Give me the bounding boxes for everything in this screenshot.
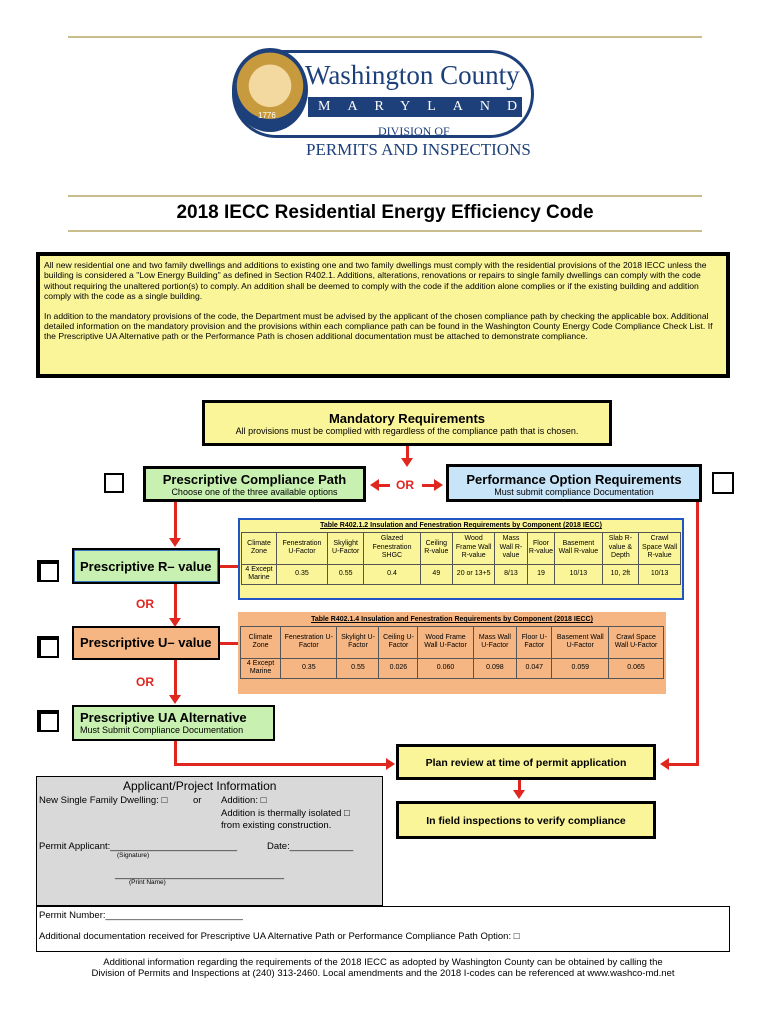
table-r-header: Climate Zone bbox=[242, 532, 277, 564]
prescriptive-flow-line-3 bbox=[174, 660, 177, 696]
r-value-title: Prescriptive R– value bbox=[80, 559, 212, 574]
thermally-isolated-label: from existing construction. bbox=[221, 820, 332, 831]
table-u-cell: 0.059 bbox=[552, 658, 609, 678]
u-value-to-table-line bbox=[220, 642, 238, 645]
ua-alternative-box bbox=[72, 705, 275, 741]
mandatory-title: Mandatory Requirements bbox=[328, 411, 486, 426]
permit-applicant-field[interactable]: Permit Applicant:________________________ bbox=[39, 841, 238, 852]
table-u-header: Skylight U-Factor bbox=[337, 626, 379, 658]
u-value-title: Prescriptive U– value bbox=[80, 635, 212, 650]
additional-doc-checkbox[interactable]: Additional documentation received for Prescriptive UA Alternative Path or Performance Compliance Path Option: □ bbox=[39, 931, 520, 942]
table-u-header: Crawl Space Wall U-Factor bbox=[609, 626, 664, 658]
table-r-cell: 49 bbox=[420, 564, 452, 584]
table-r402-1-2 bbox=[241, 521, 681, 585]
table-r-cell: 10/13 bbox=[639, 564, 681, 584]
table-u-cell: 0.026 bbox=[379, 658, 418, 678]
performance-title: Performance Option Requirements bbox=[466, 472, 682, 487]
applicant-info-panel bbox=[36, 776, 383, 906]
table-r-cell: 20 or 13+5 bbox=[453, 564, 495, 584]
ua-alternative-checkbox[interactable] bbox=[37, 710, 59, 732]
intro-paragraph-2: In addition to the mandatory provisions of the code, the Department must be advised by the applicant of the chosen compliance path by checking the applicable box. Additional detailed information on the mandatory provision and the provisions within each compliance path can be found in the Washington County Energy Code Compliance Check List. If the Prescriptive UA Alternative path or the Performance Path is chosen additional documentation must be attached to demonstrate compliance. bbox=[44, 310, 713, 342]
table-u-header: Floor U-Factor bbox=[517, 626, 552, 658]
r-value-to-table-line bbox=[220, 565, 238, 568]
seal-year: 1776 bbox=[258, 111, 276, 120]
table-r-cell: 0.35 bbox=[277, 564, 328, 584]
thermally-isolated-checkbox[interactable]: Addition is thermally isolated □ bbox=[221, 808, 350, 819]
table-u-cell: 0.065 bbox=[609, 658, 664, 678]
page-title: 2018 IECC Residential Energy Efficiency Code bbox=[176, 202, 594, 223]
notes-line-1: Additional information regarding the requirements of the 2018 IECC as adopted by Washington County can be obtained by calling the bbox=[103, 957, 663, 968]
arrow-head-down bbox=[401, 458, 413, 467]
table-r-header: Ceiling R-value bbox=[420, 532, 452, 564]
plan-review-box bbox=[396, 744, 656, 780]
contact-notes bbox=[36, 957, 730, 979]
table-r-header: Mass Wall R-value bbox=[495, 532, 527, 564]
arrow-to-field-inspections bbox=[513, 790, 525, 799]
intro-paragraph-1: All new residential one and two family dwellings and additions to existing one and two family dwellings must comply with the residential provisions of the 2018 IECC unless the building is considered a "Low Energy Building" as defined in Section R402.1. Additions, alterations, renovations or repairs to single family dwellings can comply with the code without requiring the unaltered portion(s) to comply. An addition shall be deemed to comply with the code if the addition alone complies or if the existing building and addition comply with the code as a single building. bbox=[44, 260, 707, 302]
prescriptive-path-box bbox=[143, 466, 366, 502]
arrow-to-r-value bbox=[169, 538, 181, 547]
performance-down-line bbox=[696, 502, 699, 766]
title-rule-top bbox=[68, 195, 702, 197]
u-value-checkbox[interactable] bbox=[37, 636, 59, 658]
table-r402-1-4 bbox=[240, 615, 664, 679]
department-label: PERMITS AND INSPECTIONS bbox=[306, 140, 531, 159]
field-inspections-box bbox=[396, 801, 656, 839]
permit-number-field[interactable]: Permit Number:__________________________ bbox=[39, 910, 243, 921]
prescriptive-path-checkbox[interactable] bbox=[104, 473, 124, 493]
table-u-caption: Table R402.1.4 Insulation and Fenestration Requirements by Component (2018 IECC) bbox=[311, 616, 593, 623]
table-u-header: Mass Wall U-Factor bbox=[473, 626, 516, 658]
table-r-header: Floor R-value bbox=[527, 532, 555, 564]
ua-alternative-subtitle: Must Submit Compliance Documentation bbox=[80, 725, 244, 735]
prescriptive-path-subtitle: Choose one of the three available options bbox=[171, 487, 338, 497]
permit-footer-box bbox=[36, 906, 730, 952]
mandatory-requirements-box bbox=[202, 400, 612, 446]
table-u-cell: 0.047 bbox=[517, 658, 552, 678]
intro-box bbox=[36, 252, 730, 378]
new-dwelling-checkbox[interactable]: New Single Family Dwelling: □ bbox=[39, 795, 168, 806]
performance-option-box bbox=[446, 464, 702, 502]
table-u-header: Fenestration U-Factor bbox=[281, 626, 337, 658]
table-r-header: Wood Frame Wall R-value bbox=[453, 532, 495, 564]
table-u-header: Ceiling U-Factor bbox=[379, 626, 418, 658]
table-u-header: Wood Frame Wall U-Factor bbox=[418, 626, 473, 658]
u-value-box bbox=[72, 626, 220, 660]
mandatory-subtitle: All provisions must be complied with regardless of the compliance path that is chosen. bbox=[235, 426, 579, 436]
performance-option-checkbox[interactable] bbox=[712, 472, 734, 494]
table-r-header: Glazed Fenestration SHGC bbox=[364, 532, 420, 564]
or-label-2: OR bbox=[136, 675, 154, 689]
table-r-cell: 0.4 bbox=[364, 564, 420, 584]
plan-to-field-line bbox=[518, 780, 521, 790]
table-u-cell: 0.55 bbox=[337, 658, 379, 678]
arrow-mandatory-down bbox=[406, 446, 409, 458]
table-u-header: Climate Zone bbox=[241, 626, 281, 658]
prescriptive-flow-line-2 bbox=[174, 584, 177, 620]
ua-alternative-title: Prescriptive UA Alternative bbox=[80, 710, 247, 725]
state-band: MARYLAND bbox=[308, 97, 522, 117]
arrow-to-plan-review-right bbox=[660, 758, 669, 770]
top-rule bbox=[68, 36, 702, 38]
table-r-caption: Table R402.1.2 Insulation and Fenestration Requirements by Component (2018 IECC) bbox=[320, 522, 602, 529]
table-u-cell: 0.35 bbox=[281, 658, 337, 678]
table-r-cell: 8/13 bbox=[495, 564, 527, 584]
arrow-to-plan-review-left bbox=[386, 758, 395, 770]
table-r-header: Crawl Space Wall R-value bbox=[639, 532, 681, 564]
notes-line-2: Division of Permits and Inspections at (240) 313-2460. Local amendments and the 2018 I-codes can be referenced at www.washco-md.net bbox=[91, 968, 675, 979]
date-field[interactable]: Date:____________ bbox=[267, 841, 354, 852]
table-u-cell: 4 Except Marine bbox=[241, 658, 281, 678]
arrow-right-head bbox=[434, 479, 443, 491]
division-label: DIVISION OF bbox=[378, 124, 450, 138]
performance-to-plan-review-line bbox=[668, 763, 699, 766]
signature-label: (Signature) bbox=[117, 852, 150, 859]
table-r-header: Skylight U-Factor bbox=[327, 532, 364, 564]
table-r-cell: 10, 2ft bbox=[602, 564, 639, 584]
or-word: or bbox=[193, 795, 202, 806]
table-u-header: Basement Wall U-Factor bbox=[552, 626, 609, 658]
r-value-box bbox=[72, 548, 220, 584]
ua-to-plan-review-line bbox=[174, 763, 388, 766]
performance-subtitle: Must submit compliance Documentation bbox=[494, 487, 654, 497]
table-u-cell: 0.098 bbox=[473, 658, 516, 678]
table-r-header: Basement Wall R-value bbox=[555, 532, 602, 564]
table-r-cell: 4 Except Marine bbox=[242, 564, 277, 584]
table-r-cell: 10/13 bbox=[555, 564, 602, 584]
or-label-1: OR bbox=[136, 597, 154, 611]
org-name: Washington County bbox=[305, 60, 520, 90]
plan-review-label: Plan review at time of permit application bbox=[425, 757, 627, 769]
prescriptive-path-title: Prescriptive Compliance Path bbox=[162, 472, 347, 487]
addition-checkbox[interactable]: Addition: □ bbox=[221, 795, 267, 806]
title-rule-bottom bbox=[68, 230, 702, 232]
prescriptive-flow-line-1 bbox=[174, 502, 177, 540]
print-name-label: (Print Name) bbox=[129, 879, 166, 886]
or-label-center: OR bbox=[396, 478, 414, 492]
table-r-header: Fenestration U-Factor bbox=[277, 532, 328, 564]
field-inspections-label: In field inspections to verify compliance bbox=[426, 815, 626, 827]
print-name-line[interactable]: ________________________________ bbox=[115, 869, 285, 880]
applicant-heading: Applicant/Project Information bbox=[123, 779, 277, 793]
table-u-cell: 0.060 bbox=[418, 658, 473, 678]
table-r-cell: 19 bbox=[527, 564, 555, 584]
arrow-to-ua-alt bbox=[169, 695, 181, 704]
arrow-left-line bbox=[378, 484, 390, 487]
ua-down-line bbox=[174, 741, 177, 765]
table-r-header: Slab R-value & Depth bbox=[602, 532, 639, 564]
table-r-cell: 0.55 bbox=[327, 564, 364, 584]
r-value-checkbox[interactable] bbox=[37, 560, 59, 582]
